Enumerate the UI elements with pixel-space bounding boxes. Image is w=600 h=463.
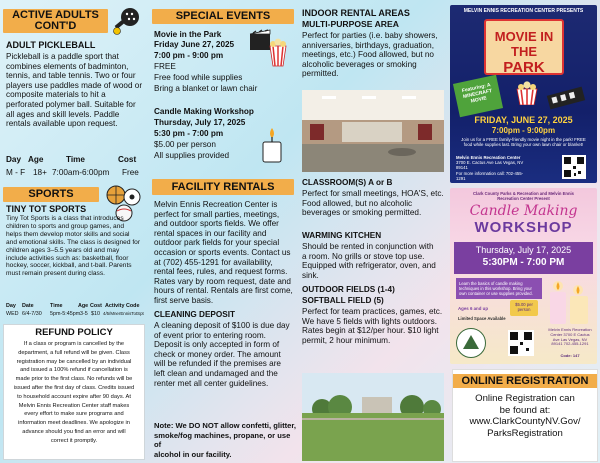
pickleball-table-row [6,168,139,178]
deposit-line: will be refunded if the premises are [154,359,281,369]
rentals-line: occasion or sports events. Contact us [154,247,291,257]
refund-line: made prior to the first class. No refunds will be [15,376,133,383]
rentals-line: Rates vary by room request, date and [154,276,291,286]
desc-line: tennis, and table tennis. Two or four [6,71,136,81]
movie-flyer-title-line2: PARK [503,59,545,76]
classroom-line: Food allowed, but no alcoholic [302,198,413,208]
candle-date: Thursday, July 17, 2025 [154,118,246,127]
cell-date: 6/4-7/30 [22,311,42,317]
cleaning-deposit-title: CLEANING DEPOSIT [154,310,235,319]
cleaning-deposit-text [154,321,297,388]
refund-line: Melvin Ennis Recreation Center staff makes [18,402,130,409]
multi-purpose-text [302,31,446,79]
refund-line: every effort to make sure programs and [24,411,124,418]
tiny-tot-title: TINY TOT SPORTS [6,204,87,214]
col-cost: Cost [90,303,102,309]
cell-cost: Free [122,168,139,177]
online-registration-title: ONLINE REGISTRATION [453,374,597,388]
movie-note: Free food while supplies [154,73,243,82]
col-age: Age [78,303,89,309]
candle-time: 5:30 pm - 7:00 pm [154,129,224,138]
refund-line: information meet deadlines. We apologize in [18,420,130,427]
popcorn-clapper-icon [248,28,290,68]
pickleball-title: ADULT PICKLEBALL [6,40,96,50]
rentals-line: rental spaces in our facility and [154,228,267,238]
refund-line: correct it promptly. [50,437,98,444]
kitchen-line: sink. [302,270,319,280]
film-reel-icon [546,83,586,111]
cell-time: 7:00am-6:00pm [52,168,110,177]
multi-purpose-title: MULTI-PURPOSE AREA [302,19,399,29]
desc-line: helps them develop motor skills and social [6,230,130,238]
outdoor-fields-title: OUTDOOR FIELDS (1-4) [302,285,395,294]
col-day: Day [6,303,16,309]
note-line: smoke/fog machines, propane, or use of [154,430,291,450]
cell-cost: $10 [91,311,100,317]
kitchen-title: WARMING KITCHEN [302,231,382,240]
rentals-line: and outdoor sports fields. We offer [154,219,279,229]
kitchen-line: a room. No grills or stove top use. [302,251,425,261]
rentals-line: Melvin Ennis Recreation Center is [154,200,278,209]
cell-day: WED [6,311,19,317]
candle-flyer-venue: Melvin Ennis Recreation Center 3700 E Cactus Ave Las Vegas, NV 89141 702-455-1291 [548,327,592,347]
tiny-tot-description [6,215,148,278]
desc-line: hockey, soccer, kickball, and t-ball. Parents [6,262,132,270]
special-events-header [152,9,294,24]
col-age: Age [28,155,44,164]
classroom-line: beverages or smoking permitted. [302,208,422,218]
active-adults-header [3,9,108,33]
movie-flyer-venue-block [456,155,526,181]
softball-field-title: SOFTBALL FIELD (5) [302,296,384,305]
refund-line: department, a full refund will be given. Class [18,349,130,356]
candle-flyer-code: Code: 147 [560,353,580,358]
movie-flyer-qr-icon [562,155,586,179]
candle-flyer-title-line2: WORKSHOP [474,219,573,236]
tiny-tot-table-row [6,311,148,317]
rentals-line: rental fees, rules, and request forms. [154,267,288,277]
classroom-title: CLASSROOM(S) A or B [302,178,393,187]
candle-cost: $5.00 per person [154,140,216,149]
deposit-line: A cleaning deposit of $100 is due day [154,321,290,330]
col-time: Time [50,303,63,309]
pickleball-description [6,52,146,129]
desc-line: Pickleball is a paddle sport that [6,52,119,61]
rentals-line: at (702) 455-1291 for availability, [154,257,273,267]
parks-rec-logo-icon [456,328,486,358]
registration-line: be found at: [499,404,551,416]
desc-line: include activities such as: basketball, floor [6,254,129,262]
candle-title: Candle Making Workshop [154,107,254,116]
kitchen-line: Equipped with refrigerator, oven, and [302,261,436,271]
facility-rentals-header-text: FACILITY RENTALS [171,181,275,193]
pickleball-icon [110,5,142,37]
cell-age: 3-5 [80,311,88,317]
deposit-line: check or money order. The amount [154,349,281,359]
note-line: alcohol in our facility. [154,449,232,459]
multi-purpose-room-photo [302,90,444,172]
movie-time: 7:00 pm - 9:00 pm [154,51,224,60]
refund-policy-text [4,340,144,446]
candles-icon [546,278,592,326]
refund-line: registration may be cancelled by an individual [16,358,132,365]
desc-line: children ages 3–5.5 years old and may [6,246,120,254]
col-code: Activity Code [105,303,140,309]
refund-policy-box [3,324,145,460]
candle-flyer-limited: Limited Space Available [458,316,506,321]
desc-line: combines elements of badminton, [6,61,129,71]
tiny-tot-table-header [6,303,148,309]
multi-line: alcoholic beverages or smoking [302,59,417,69]
refund-line: issued after the first day of class. Credits issued [13,384,135,391]
rentals-description [154,200,297,306]
col-cost: Cost [118,155,137,164]
note-line: Note: We DO NOT allow confetti, glitter, [154,421,297,430]
rentals-line: first serve basis. [154,295,214,305]
desc-line: players use paddles made of wood or [6,80,143,90]
kitchen-line: Should be rented in conjunction with [302,242,434,251]
candle-flyer-datebar [454,242,593,274]
indoor-rental-title: INDOOR RENTAL AREAS [302,8,410,18]
multi-line: permitted. [302,69,339,79]
facility-rentals-header [152,179,294,195]
outdoor-line: Perfect for team practices, games, etc. [302,307,443,316]
candle-flyer-date: Thursday, July 17, 2025 [475,245,572,255]
candle-flyer-age: Ages 6 and up [458,306,489,311]
refund-line: advance should you find an error and will [22,428,126,435]
sports-header [3,187,99,202]
col-day: Day [6,155,22,164]
outdoor-line: We have 5 fields with lights outdoors. [302,316,438,326]
col-date: Date [22,303,34,309]
minecraft-feature-badge: Featuring: A MINECRAFT MOVIE [453,75,503,117]
rentals-line: perfect for small parties, meetings, [154,209,280,219]
column-events-rentals [149,0,297,463]
deposit-line: left clean and undamaged and the [154,368,278,378]
refund-policy-title: REFUND POLICY [35,327,113,338]
sports-header-text: SPORTS [28,188,74,200]
cell-day: M - F [6,168,26,177]
rentals-line: outdoor park fields for your special [154,238,280,248]
candle-flyer-price: $5.00 per person [510,300,538,316]
rentals-line: hours of rental. Rentals are first come, [154,286,293,296]
desc-line: children to sports and group games, and [6,222,125,230]
registration-link[interactable]: ParksRegistration [487,427,563,439]
deposit-line: Deposit is only accepted in form of [154,340,280,350]
desc-line: rentals available upon request. [6,119,118,129]
refund-line: and issued a 100% refund if cancellation is [20,367,128,374]
cell-time: 5pm-5:45pm [50,311,81,317]
desc-line: and emotional skills. The class is designed for [6,238,141,246]
outdoor-line: permit, 2 hour minimum. [302,335,391,345]
movie-in-the-park-flyer [450,5,597,183]
registration-link[interactable]: www.ClarkCountyNV.Gov/ [469,416,581,428]
col-time: Time [66,155,85,164]
desc-line: composite materials to hit a [6,90,106,100]
multi-line: anniversaries, birthdays, graduation, [302,40,434,50]
rental-note [154,421,297,459]
movie-flyer-venue: Melvin Ennis Recreation Center [456,155,521,160]
candle-flyer-title-line1: Candle Making [469,203,578,219]
online-registration-text [453,393,597,439]
candle-flyer-qr-icon [508,330,534,356]
movie-flyer-blurb: Join us for a FREE family-friendly movie night in the park! FREE food while supplies last. Bring your own lawn chair or blanket! [461,137,586,148]
movie-note: Bring a blanket or lawn chair [154,84,258,93]
outdoor-text [302,307,446,345]
active-adults-header-text: ACTIVE ADULTS CONT'D [12,9,99,32]
candle-flyer-blurb: Learn the basics of candle making techniques in this workshop. Bring your own container or use supplies provided. [456,278,542,299]
movie-flyer-date: FRIDAY, JUNE 27, 2025 [474,115,573,125]
deposit-line: renter met all center guidelines. [154,378,269,388]
movie-flyer-marquee [484,19,564,75]
movie-date: Friday June 27, 2025 [154,40,235,49]
refund-line: to household account expire after 90 days. At [17,393,131,400]
cell-code: 4/5/MnerEnnisTotSpt [103,311,144,316]
movie-flyer-title-line1: MOVIE IN THE [494,29,554,59]
candle-flyer-org: Clark County Parks & Recreation and Melvin Ennis Recreation Center Present [473,191,574,201]
multi-line: meetings, etc.) Food allowed, but no [302,50,434,60]
registration-line: Online Registration can [475,393,575,404]
movie-cost: FREE [154,62,176,71]
popcorn-icon [512,81,542,105]
movie-flyer-info: For more information call: 702-455-1291 [456,170,524,181]
special-events-header-text: SPECIAL EVENTS [175,10,271,22]
candle-note: All supplies provided [154,151,230,160]
outdoor-line: Rates begin at $12/per hour. $10 light [302,326,439,336]
desc-line: all ages and skill levels. Paddle [6,109,120,119]
desc-line: perforated polymer ball. Suitable for [6,99,136,109]
candle-making-flyer [450,188,597,364]
pickleball-table-header [6,155,137,165]
movie-flyer-time: 7:00pm - 9:00pm [491,126,556,135]
classroom-line: Perfect for small meetings, HOA'S, etc. [302,189,444,198]
cell-age: 18+ [33,168,47,177]
outdoor-fields-photo [302,373,444,461]
multi-line: Perfect for parties (i.e. baby showers, [302,31,438,40]
online-registration-box [452,369,598,462]
movie-title: Movie in the Park [154,30,222,39]
kitchen-text [302,242,446,280]
classroom-text [302,189,446,218]
candle-icon [259,126,285,164]
movie-flyer-address: 3700 E. Cactus Ave Las Vegas, NV 89141 [456,160,524,171]
refund-line: If a class or program is cancelled by the [23,341,125,347]
desc-line: must remain present during class. [6,270,105,278]
deposit-line: of event prior to entering room. [154,330,266,340]
movie-flyer-org: MELVIN ENNIS RECREATION CENTER PRESENTS [463,8,584,14]
desc-line: Tiny Tot Sports is a class that introduces [6,215,124,222]
candle-flyer-time: 5:30PM - 7:00 PM [482,257,565,268]
